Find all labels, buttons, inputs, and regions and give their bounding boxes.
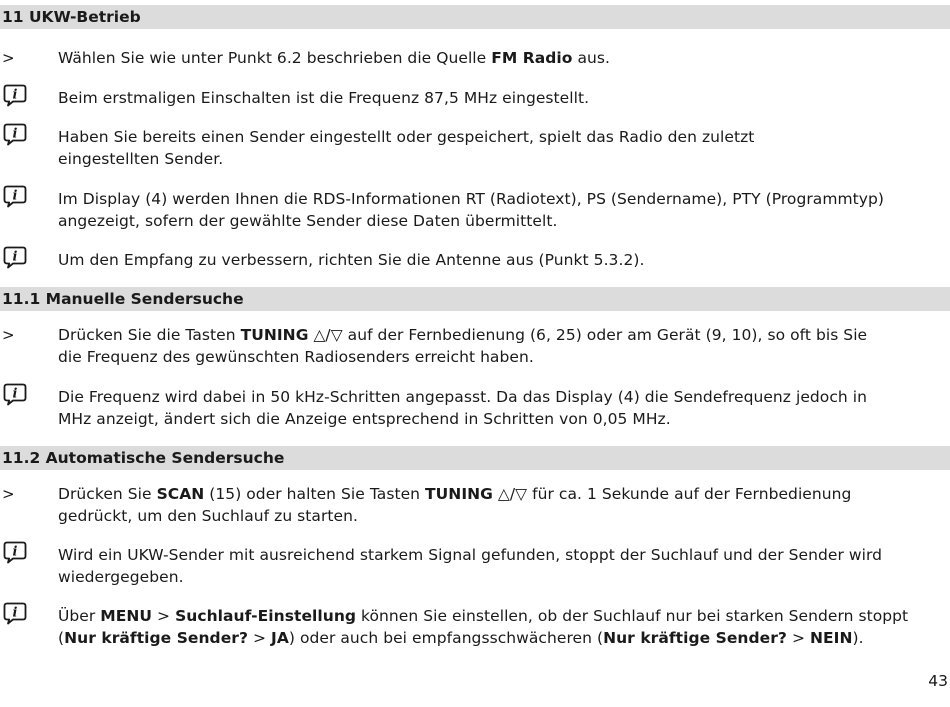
bold-term: SCAN [156, 485, 205, 503]
svg-text:i: i [12, 249, 18, 265]
text-run: wiedergegeben. [58, 568, 184, 586]
svg-text:i: i [12, 87, 18, 103]
paragraph-text [58, 249, 950, 271]
paragraph-text [58, 605, 950, 649]
text-line [58, 544, 950, 566]
text-line [58, 627, 950, 649]
info-note [0, 126, 950, 170]
text-line [58, 87, 950, 109]
text-run: die Frequenz des gewünschten Radiosenders erreicht haben. [58, 348, 534, 366]
step-paragraph [0, 324, 950, 368]
bold-term: MENU [100, 607, 153, 625]
paragraph-text [58, 126, 950, 170]
paragraph-text [58, 386, 950, 430]
text-run: Die Frequenz wird dabei in 50 kHz-Schritten angepasst. Da das Display (4) die Sendefrequenz jedoch in [58, 388, 867, 406]
text-run: Wird ein UKW-Sender mit ausreichend starkem Signal gefunden, stoppt der Suchlauf und der Sender wird [58, 546, 883, 564]
step-arrow-icon: > [2, 326, 15, 344]
text-line [58, 483, 950, 505]
info-icon [0, 544, 30, 566]
text-line [58, 249, 950, 271]
bold-term: Nur kräftige Sender? [64, 629, 248, 647]
info-note [0, 249, 950, 271]
text-run: △/▽ auf der Fernbedienung (6, 25) oder am Gerät (9, 10), so oft bis Sie [308, 326, 868, 344]
svg-text:i: i [12, 605, 18, 621]
text-line [58, 386, 950, 408]
step-arrow-icon: > [2, 49, 15, 67]
text-line [58, 408, 950, 430]
section-heading: 11 UKW-Betrieb [0, 5, 950, 29]
text-run: △/▽ für ca. 1 Sekunde auf der Fernbedienung [492, 485, 852, 503]
step-paragraph [0, 47, 950, 69]
text-line [58, 47, 950, 69]
text-run: können Sie einstellen, ob der Suchlauf nur bei starken Sendern stoppt [356, 607, 909, 625]
page-number: 43 [928, 672, 948, 690]
paragraph-text [58, 544, 950, 588]
step-arrow-icon: > [2, 485, 15, 503]
text-run: Wählen Sie wie unter Punkt 6.2 beschrieben die Quelle [58, 49, 492, 67]
paragraph-text [58, 47, 950, 69]
bold-term: JA [271, 629, 289, 647]
text-run: Im Display (4) werden Ihnen die RDS-Informationen RT (Radiotext), PS (Sendername), PTY (Programmtyp) [58, 190, 884, 208]
bold-term: NEIN [809, 629, 853, 647]
svg-text:i: i [12, 126, 18, 142]
text-run: MHz anzeigt, ändert sich die Anzeige entsprechend in Schritten von 0,05 MHz. [58, 410, 671, 428]
text-run: ). [852, 629, 864, 647]
info-icon [0, 87, 30, 109]
text-run: Drücken Sie die Tasten [58, 326, 241, 344]
info-note [0, 188, 950, 232]
paragraph-text [58, 188, 950, 232]
text-run: (15) oder halten Sie Tasten [204, 485, 426, 503]
bold-term: TUNING [240, 326, 309, 344]
text-run: Drücken Sie [58, 485, 157, 503]
text-run: Beim erstmaligen Einschalten ist die Frequenz 87,5 MHz eingestellt. [58, 89, 590, 107]
step-paragraph [0, 483, 950, 527]
text-line [58, 126, 950, 148]
svg-text:i: i [12, 188, 18, 204]
text-run: Haben Sie bereits einen Sender eingestellt oder gespeichert, spielt das Radio den zuletzt [58, 128, 755, 146]
text-run: ( [58, 629, 65, 647]
section-heading: 11.1 Manuelle Sendersuche [0, 287, 950, 311]
info-icon [0, 249, 30, 271]
info-icon [0, 386, 30, 408]
text-line [58, 346, 950, 368]
text-run: gedrückt, um den Suchlauf zu starten. [58, 507, 358, 525]
info-note [0, 605, 950, 649]
text-line [58, 324, 950, 346]
text-line [58, 148, 950, 170]
svg-text:i: i [12, 544, 18, 560]
svg-text:i: i [12, 386, 18, 402]
info-note [0, 386, 950, 430]
bold-term: Nur kräftige Sender? [603, 629, 787, 647]
text-run: > [786, 629, 810, 647]
paragraph-text [58, 87, 950, 109]
info-icon [0, 605, 30, 627]
info-note [0, 544, 950, 588]
bold-term: FM Radio [491, 49, 573, 67]
bold-term: Suchlauf-Einstellung [175, 607, 357, 625]
text-line [58, 605, 950, 627]
text-line [58, 210, 950, 232]
text-run: angezeigt, sofern der gewählte Sender diese Daten übermittelt. [58, 212, 558, 230]
paragraph-text [58, 483, 950, 527]
info-note [0, 87, 950, 109]
info-icon [0, 188, 30, 210]
paragraph-text [58, 324, 950, 368]
text-line [58, 566, 950, 588]
bold-term: TUNING [425, 485, 493, 503]
text-run: ) oder auch bei empfangsschwächeren ( [288, 629, 604, 647]
text-run: Um den Empfang zu verbessern, richten Sie die Antenne aus (Punkt 5.3.2). [58, 251, 645, 269]
info-icon [0, 126, 30, 148]
text-line [58, 505, 950, 527]
text-run: Über [58, 607, 101, 625]
section-heading: 11.2 Automatische Sendersuche [0, 446, 950, 470]
text-run: aus. [572, 49, 611, 67]
text-line [58, 188, 950, 210]
text-run: > [248, 629, 271, 647]
text-run: eingestellten Sender. [58, 150, 224, 168]
text-run: > [152, 607, 176, 625]
